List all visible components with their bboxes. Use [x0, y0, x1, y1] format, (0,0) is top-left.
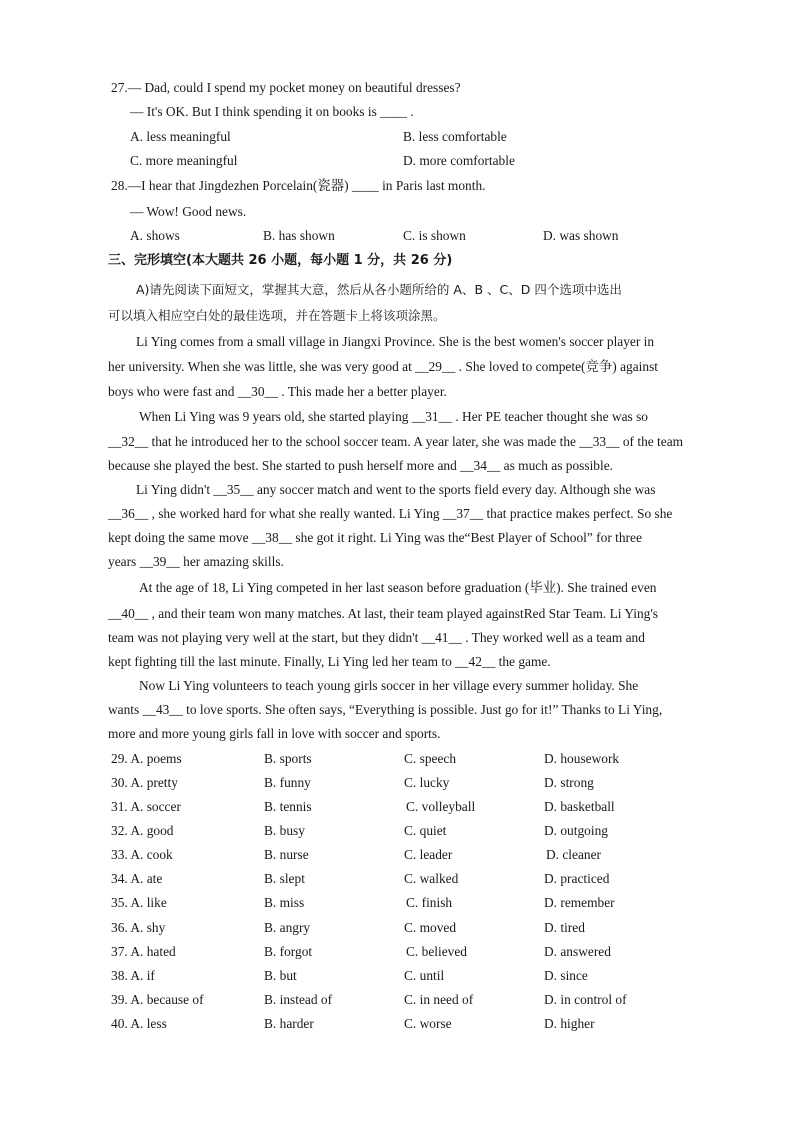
- q28-option-a: A. shows: [130, 228, 180, 243]
- section-heading: 三、完形填空(本大题共 26 小题，每小题 1 分，共 26 分): [108, 253, 453, 268]
- option-33b: B. nurse: [264, 847, 309, 862]
- q27-stem: 27.— Dad, could I spend my pocket money on beautiful dresses?: [111, 80, 461, 95]
- option-34c: C. walked: [404, 871, 459, 886]
- option-32c: C. quiet: [404, 823, 447, 838]
- q28-reply: — Wow! Good news.: [130, 204, 247, 219]
- option-37a: 37. A. hated: [111, 944, 176, 959]
- option-35a: 35. A. like: [111, 895, 167, 910]
- q28-stem: 28.—I hear that Jingdezhen Porcelain(瓷器) ____ in Paris last month.: [111, 178, 486, 193]
- option-38d: D. since: [544, 968, 588, 983]
- passage-line: team was not playing very well at the start, but they didn't __41__ . They worked well as a team and: [108, 630, 645, 645]
- option-34d: D. practiced: [544, 871, 610, 886]
- option-29b: B. sports: [264, 751, 312, 766]
- passage-line: boys who were fast and __30__ . This made her a better player.: [108, 384, 447, 399]
- option-39c: C. in need of: [404, 992, 474, 1007]
- option-35c: C. finish: [406, 895, 453, 910]
- instruction-line-2: 可以填入相应空白处的最佳选项，并在答题卡上将该项涂黑。: [108, 308, 446, 323]
- q28-option-c: C. is shown: [403, 228, 466, 243]
- q27-option-c: C. more meaningful: [130, 153, 238, 168]
- option-30c: C. lucky: [404, 775, 450, 790]
- option-30a: 30. A. pretty: [111, 775, 178, 790]
- passage-line: because she played the best. She started to push herself more and __34__ as much as possible.: [108, 458, 613, 473]
- option-38b: B. but: [264, 968, 297, 983]
- option-29c: C. speech: [404, 751, 457, 766]
- option-38c: C. until: [404, 968, 445, 983]
- option-36c: C. moved: [404, 920, 457, 935]
- option-32a: 32. A. good: [111, 823, 174, 838]
- passage-line: __36__ , she worked hard for what she really wanted. Li Ying __37__ that practice makes perfect. So she: [108, 506, 673, 521]
- q27-option-d: D. more comfortable: [403, 153, 515, 168]
- passage-line: her university. When she was little, she was very good at __29__ . She loved to compete(竞争) against: [108, 359, 659, 374]
- option-32d: D. outgoing: [544, 823, 608, 838]
- passage-line: Now Li Ying volunteers to teach young girls soccer in her village every summer holiday. She: [139, 678, 639, 693]
- option-40b: B. harder: [264, 1016, 314, 1031]
- option-29d: D. housework: [544, 751, 620, 766]
- option-39a: 39. A. because of: [111, 992, 204, 1007]
- option-33d: D. cleaner: [546, 847, 602, 862]
- option-38a: 38. A. if: [111, 968, 155, 983]
- instruction-line-1: A)请先阅读下面短文，掌握其大意，然后从各小题所给的 A、B 、C、D 四个选项中选出: [136, 282, 622, 297]
- passage-line: Li Ying didn't __35__ any soccer match and went to the sports field every day. Although she was: [136, 482, 656, 497]
- passage-line: wants __43__ to love sports. She often says, “Everything is possible. Just go for it!” Thanks to Li Ying,: [108, 702, 663, 717]
- option-40c: C. worse: [404, 1016, 452, 1031]
- option-36b: B. angry: [264, 920, 311, 935]
- q28-option-d: D. was shown: [543, 228, 619, 243]
- passage-line: kept fighting till the last minute. Finally, Li Ying led her team to __42__ the game.: [108, 654, 551, 669]
- passage-line: At the age of 18, Li Ying competed in her last season before graduation (毕业). She trained even: [139, 580, 657, 595]
- passage-line: __40__ , and their team won many matches. At last, their team played againstRed Star Team. Li Ying's: [108, 606, 658, 621]
- option-37b: B. forgot: [264, 944, 313, 959]
- option-33c: C. leader: [404, 847, 453, 862]
- option-31a: 31. A. soccer: [111, 799, 181, 814]
- option-37c: C. believed: [406, 944, 467, 959]
- option-40a: 40. A. less: [111, 1016, 167, 1031]
- passage-line: When Li Ying was 9 years old, she started playing __31__ . Her PE teacher thought she was so: [139, 409, 648, 424]
- option-36a: 36. A. shy: [111, 920, 166, 935]
- q27-option-b: B. less comfortable: [403, 129, 507, 144]
- option-31b: B. tennis: [264, 799, 312, 814]
- option-40d: D. higher: [544, 1016, 595, 1031]
- option-37d: D. answered: [544, 944, 611, 959]
- q28-option-b: B. has shown: [263, 228, 335, 243]
- option-39d: D. in control of: [544, 992, 627, 1007]
- option-36d: D. tired: [544, 920, 585, 935]
- option-30d: D. strong: [544, 775, 594, 790]
- option-32b: B. busy: [264, 823, 305, 838]
- option-29a: 29. A. poems: [111, 751, 182, 766]
- option-39b: B. instead of: [264, 992, 333, 1007]
- option-33a: 33. A. cook: [111, 847, 173, 862]
- passage-line: more and more young girls fall in love with soccer and sports.: [108, 726, 441, 741]
- passage-line: Li Ying comes from a small village in Jiangxi Province. She is the best women's soccer player in: [136, 334, 655, 349]
- option-31c: C. volleyball: [406, 799, 476, 814]
- option-34a: 34. A. ate: [111, 871, 163, 886]
- option-34b: B. slept: [264, 871, 305, 886]
- q27-reply: — It's OK. But I think spending it on books is ____ .: [130, 104, 414, 119]
- option-30b: B. funny: [264, 775, 311, 790]
- passage-line: years __39__ her amazing skills.: [108, 554, 284, 569]
- passage-line: __32__ that he introduced her to the school soccer team. A year later, she was made the __33__ of the team: [108, 434, 684, 449]
- option-31d: D. basketball: [544, 799, 615, 814]
- option-35b: B. miss: [264, 895, 305, 910]
- q27-option-a: A. less meaningful: [130, 129, 231, 144]
- option-35d: D. remember: [544, 895, 615, 910]
- passage-line: kept doing the same move __38__ she got it right. Li Ying was the“Best Player of School” for three: [108, 530, 642, 545]
